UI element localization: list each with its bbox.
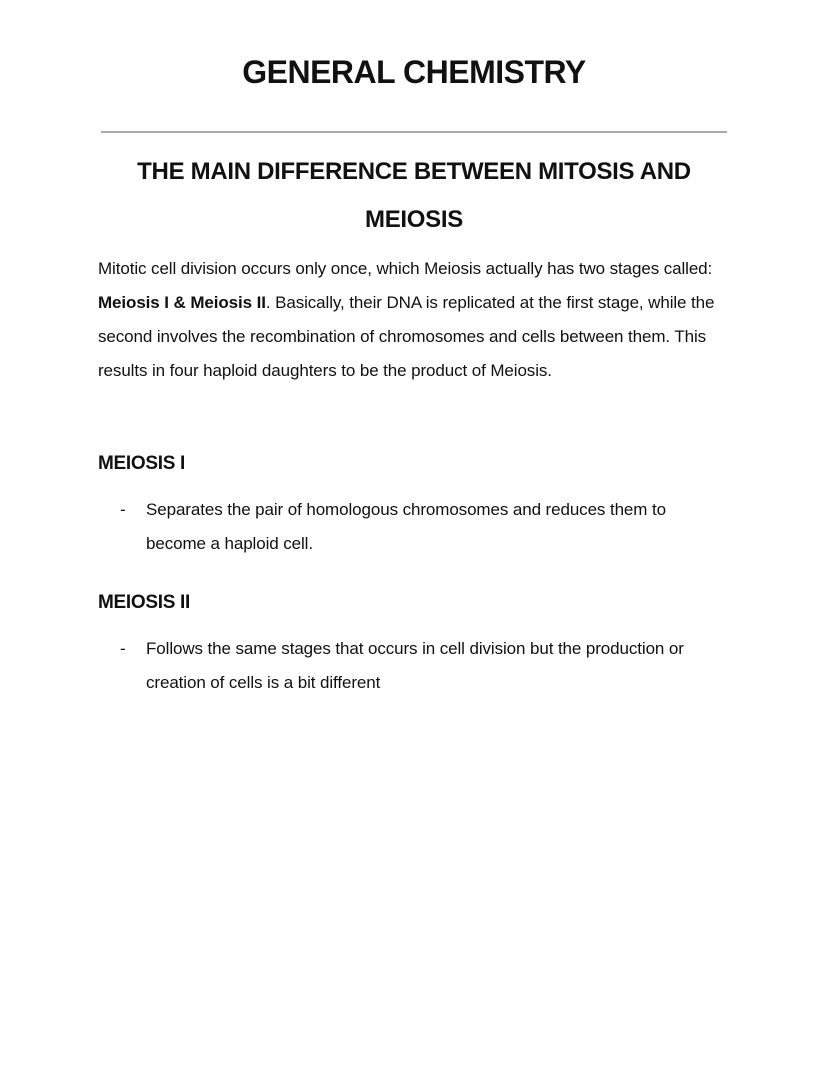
- intro-paragraph: [98, 252, 738, 388]
- list-item: [120, 632, 730, 700]
- intro-text-start: Mitotic cell division occurs only once, which Meiosis actually has two stages called:: [98, 259, 713, 278]
- subheading-meiosis-2: MEIOSIS II: [98, 592, 191, 613]
- bullet-text: Follows the same stages that occurs in cell division but the production or creation of cells is a bit different: [146, 639, 684, 692]
- section-title: THE MAIN DIFFERENCE BETWEEN MITOSIS AND MEIOSIS: [137, 158, 691, 233]
- dash-bullet-marker: -: [120, 639, 126, 658]
- list-item: [120, 493, 730, 561]
- intro-text-end: . Basically, their DNA is replicated at the first stage, while the second involves the recombination of chromosomes and cells between them. This results in four haploid daughters to be the product of Meiosis.: [98, 293, 715, 380]
- dash-bullet-marker: -: [120, 500, 126, 519]
- subheading-meiosis-1: MEIOSIS I: [98, 453, 186, 474]
- bullet-text: Separates the pair of homologous chromosomes and reduces them to become a haploid cell.: [146, 500, 666, 553]
- title-divider: [101, 131, 727, 133]
- document-title: GENERAL CHEMISTRY: [242, 54, 586, 90]
- intro-bold-text: Meiosis I & Meiosis II: [98, 293, 266, 312]
